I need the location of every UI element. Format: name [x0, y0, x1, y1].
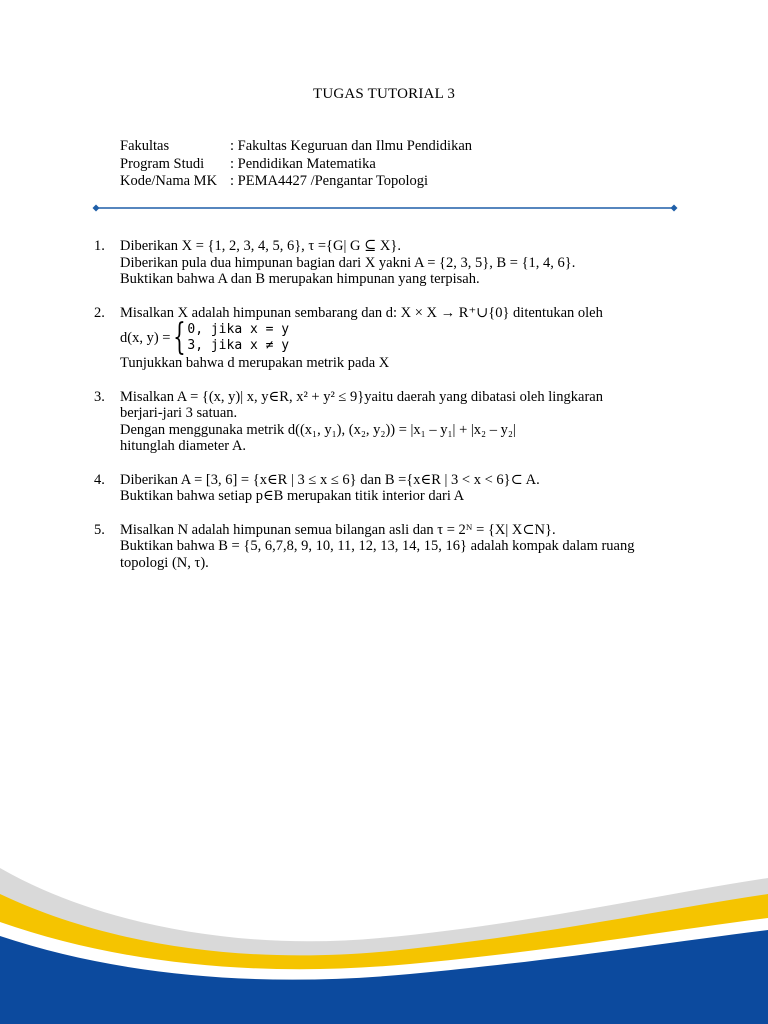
problem-line: Diberikan A = [3, 6] = {x∈R | 3 ≤ x ≤ 6} dan B ={x∈R | 3 < x < 6}⊂ A. — [120, 471, 540, 488]
problem-line: hitunglah diameter A. — [120, 438, 247, 454]
problem-line: Misalkan N adalah himpunan semua bilangan asli dan τ = 2ᴺ = {X| X⊂N}. — [120, 521, 556, 538]
problem-line: Buktikan bahwa setiap p∈B merupakan titik interior dari A — [120, 488, 465, 504]
problem-item — [94, 238, 694, 288]
problem-line: Buktikan bahwa A dan B merupakan himpunan yang terpisah. — [120, 271, 480, 287]
problem-item — [94, 389, 694, 455]
problem-body — [120, 238, 694, 288]
problem-line: Misalkan A = {(x, y)| x, y∈R, x² + y² ≤ 9}yaitu daerah yang dibatasi oleh lingkaran — [120, 388, 603, 405]
left-brace-icon: { — [173, 317, 187, 358]
problem-body — [120, 389, 694, 455]
problem-item — [94, 472, 694, 505]
diamond-right-icon — [671, 205, 678, 212]
info-value: : Pendidikan Matematika — [230, 155, 376, 172]
course-info — [120, 138, 472, 191]
problem-item — [94, 305, 694, 372]
problem-body — [120, 305, 694, 372]
problem-body — [120, 472, 694, 505]
problem-line: Buktikan bahwa B = {5, 6,7,8, 9, 10, 11, 12, 13, 14, 15, 16} adalah kompak dalam ruang — [120, 538, 635, 554]
definition-cases — [187, 322, 289, 354]
problem-number: 5. — [94, 521, 105, 538]
divider-line — [92, 201, 678, 215]
problem-line: Diberikan X = {1, 2, 3, 4, 5, 6}, τ ={G| G ⊆ X}. — [120, 238, 401, 254]
case-line: 3, jika x ≠ y — [187, 338, 290, 353]
problem-number: 1. — [94, 238, 105, 254]
problem-body — [120, 522, 694, 572]
piecewise-definition — [120, 317, 694, 358]
problem-list — [94, 238, 694, 588]
problem-line: Misalkan X adalah himpunan sembarang dan d: X × X → R⁺∪{0} ditentukan oleh — [120, 304, 603, 321]
info-label: Program Studi — [120, 155, 205, 172]
definition-lhs: d(x, y) = — [120, 329, 171, 346]
problem-line: Diberikan pula dua himpunan bagian dari X yakni A = {2, 3, 5}, B = {1, 4, 6}. — [120, 254, 576, 271]
diamond-left-icon — [93, 205, 100, 212]
footer-wave-decoration — [0, 860, 768, 1024]
info-value: : Fakultas Keguruan dan Ilmu Pendidikan — [230, 138, 473, 154]
info-value: : PEMA4427 /Pengantar Topologi — [230, 173, 429, 189]
problem-number: 2. — [94, 304, 105, 321]
problem-line: Dengan menggunaka metrik d((x₁, y₁), (x₂, y₂)) = |x₁ – y₁| + |x₂ – y₂| — [120, 421, 516, 438]
document-title: TUGAS TUTORIAL 3 — [312, 86, 456, 102]
problem-line: topologi (N, τ). — [120, 554, 209, 571]
info-label: Kode/Nama MK — [120, 173, 218, 189]
problem-line: Tunjukkan bahwa d merupakan metrik pada X — [120, 355, 390, 371]
case-line: 0, jika x = y — [187, 322, 290, 337]
problem-line: berjari-jari 3 satuan. — [120, 405, 238, 421]
info-row-kode-mk — [120, 173, 472, 191]
problem-number: 3. — [94, 388, 105, 405]
problem-item — [94, 522, 694, 572]
problem-number: 4. — [94, 471, 105, 488]
info-label: Fakultas — [120, 138, 170, 154]
info-row-fakultas — [120, 138, 472, 156]
info-row-program-studi — [120, 156, 472, 174]
